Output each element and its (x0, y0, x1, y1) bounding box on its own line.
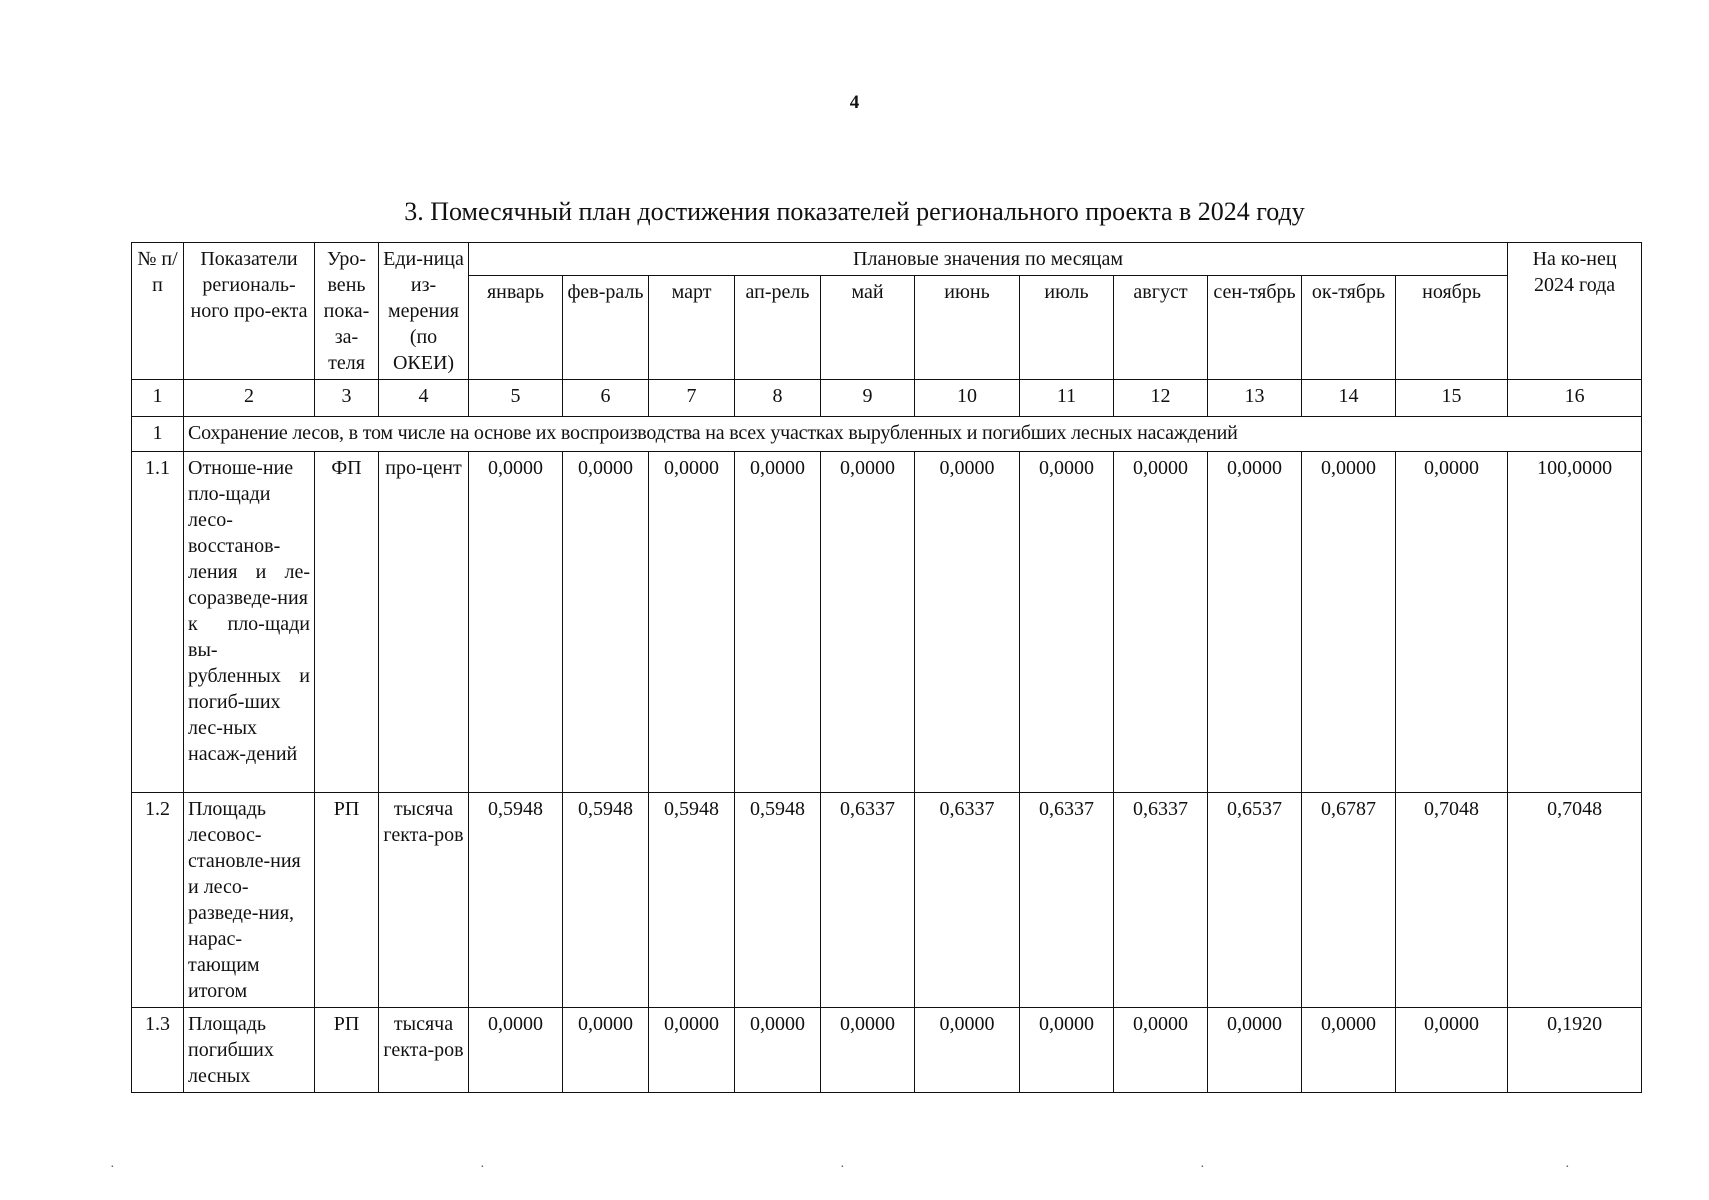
header-month: август (1114, 276, 1208, 380)
table-row (132, 452, 1642, 793)
month-value: 0,0000 (915, 1008, 1020, 1093)
month-value: 0,0000 (821, 452, 915, 793)
header-month: ок-тябрь (1302, 276, 1396, 380)
header-month: ноябрь (1396, 276, 1508, 380)
month-value: 0,6537 (1208, 793, 1302, 1008)
month-value: 0,6337 (915, 793, 1020, 1008)
month-value: 0,5948 (649, 793, 735, 1008)
month-value: 0,0000 (563, 452, 649, 793)
scan-mark: · (110, 1160, 115, 1175)
scan-marks (0, 1160, 1709, 1180)
end-of-year-value: 100,0000 (1508, 452, 1642, 793)
month-value: 0,6337 (821, 793, 915, 1008)
month-value: 0,0000 (1020, 452, 1114, 793)
month-value: 0,0000 (1114, 1008, 1208, 1093)
month-value: 0,0000 (735, 1008, 821, 1093)
column-number: 14 (1302, 380, 1396, 417)
header-indicator: Показатели региональ-ного про-екта (184, 243, 315, 380)
monthly-plan-table (131, 242, 1642, 1093)
column-numbers-row (132, 380, 1642, 417)
section-number: 1 (132, 417, 184, 452)
row-number: 1.1 (132, 452, 184, 793)
header-end-of-year: На ко-нец 2024 года (1508, 243, 1642, 380)
section-row (132, 417, 1642, 452)
indicator-name: Площадь погибших лесных (184, 1008, 315, 1093)
end-of-year-value: 0,1920 (1508, 1008, 1642, 1093)
month-value: 0,0000 (1302, 1008, 1396, 1093)
month-value: 0,0000 (915, 452, 1020, 793)
month-value: 0,0000 (1302, 452, 1396, 793)
column-number: 16 (1508, 380, 1642, 417)
month-value: 0,0000 (1396, 452, 1508, 793)
header-row-top (132, 243, 1642, 276)
month-value: 0,6337 (1114, 793, 1208, 1008)
scan-mark: · (840, 1160, 845, 1175)
month-value: 0,0000 (469, 452, 563, 793)
month-value: 0,0000 (649, 452, 735, 793)
scan-mark: · (1565, 1160, 1570, 1175)
column-number: 3 (315, 380, 379, 417)
month-value: 0,6787 (1302, 793, 1396, 1008)
month-value: 0,5948 (469, 793, 563, 1008)
indicator-name: Площадь лесовос-становле-ния и лесо-разведе-ния, нарас-тающим итогом (184, 793, 315, 1008)
header-month: фев-раль (563, 276, 649, 380)
header-month: май (821, 276, 915, 380)
column-number: 12 (1114, 380, 1208, 417)
indicator-name: Отноше-ние пло-щади лесо-восстанов-ления и ле-соразведе-ния к пло-щади вы-рубленных и погиб-ших лес-ных насаж-дений (184, 452, 315, 793)
month-value: 0,0000 (1396, 1008, 1508, 1093)
month-value: 0,7048 (1396, 793, 1508, 1008)
month-value: 0,0000 (821, 1008, 915, 1093)
indicator-level: РП (315, 793, 379, 1008)
header-planned-values: Плановые значения по месяцам (469, 243, 1508, 276)
column-number: 8 (735, 380, 821, 417)
end-of-year-value: 0,7048 (1508, 793, 1642, 1008)
month-value: 0,0000 (649, 1008, 735, 1093)
header-month: сен-тябрь (1208, 276, 1302, 380)
column-number: 13 (1208, 380, 1302, 417)
header-month: июнь (915, 276, 1020, 380)
header-month: март (649, 276, 735, 380)
indicator-unit: про-цент (379, 452, 469, 793)
column-number: 7 (649, 380, 735, 417)
column-number: 2 (184, 380, 315, 417)
column-number: 11 (1020, 380, 1114, 417)
month-value: 0,0000 (563, 1008, 649, 1093)
scan-mark: · (1200, 1160, 1205, 1175)
header-month: ап-рель (735, 276, 821, 380)
header-month: июль (1020, 276, 1114, 380)
indicator-unit: тысяча гекта-ров (379, 1008, 469, 1093)
month-value: 0,0000 (469, 1008, 563, 1093)
month-value: 0,0000 (1208, 1008, 1302, 1093)
header-level: Уро-вень пока-за-теля (315, 243, 379, 380)
header-num: № п/п (132, 243, 184, 380)
column-number: 5 (469, 380, 563, 417)
header-unit: Еди-ница из-мерения (по ОКЕИ) (379, 243, 469, 380)
month-value: 0,6337 (1020, 793, 1114, 1008)
column-number: 10 (915, 380, 1020, 417)
column-number: 6 (563, 380, 649, 417)
month-value: 0,0000 (1208, 452, 1302, 793)
column-number: 1 (132, 380, 184, 417)
column-number: 9 (821, 380, 915, 417)
month-value: 0,5948 (563, 793, 649, 1008)
page-number: 4 (849, 92, 860, 113)
header-month: январь (469, 276, 563, 380)
indicator-level: РП (315, 1008, 379, 1093)
document-title: 3. Помесячный план достижения показателей регионального проекта в 2024 году (404, 197, 1305, 226)
table-row (132, 793, 1642, 1008)
row-number: 1.3 (132, 1008, 184, 1093)
indicator-level: ФП (315, 452, 379, 793)
column-number: 4 (379, 380, 469, 417)
column-number: 15 (1396, 380, 1508, 417)
month-value: 0,5948 (735, 793, 821, 1008)
section-title: Сохранение лесов, в том числе на основе их воспроизводства на всех участках вырубленных и погибших лесных насаждений (184, 417, 1642, 452)
indicator-unit: тысяча гекта-ров (379, 793, 469, 1008)
month-value: 0,0000 (1020, 1008, 1114, 1093)
row-number: 1.2 (132, 793, 184, 1008)
month-value: 0,0000 (1114, 452, 1208, 793)
table-row (132, 1008, 1642, 1093)
scan-mark: · (480, 1160, 485, 1175)
month-value: 0,0000 (735, 452, 821, 793)
